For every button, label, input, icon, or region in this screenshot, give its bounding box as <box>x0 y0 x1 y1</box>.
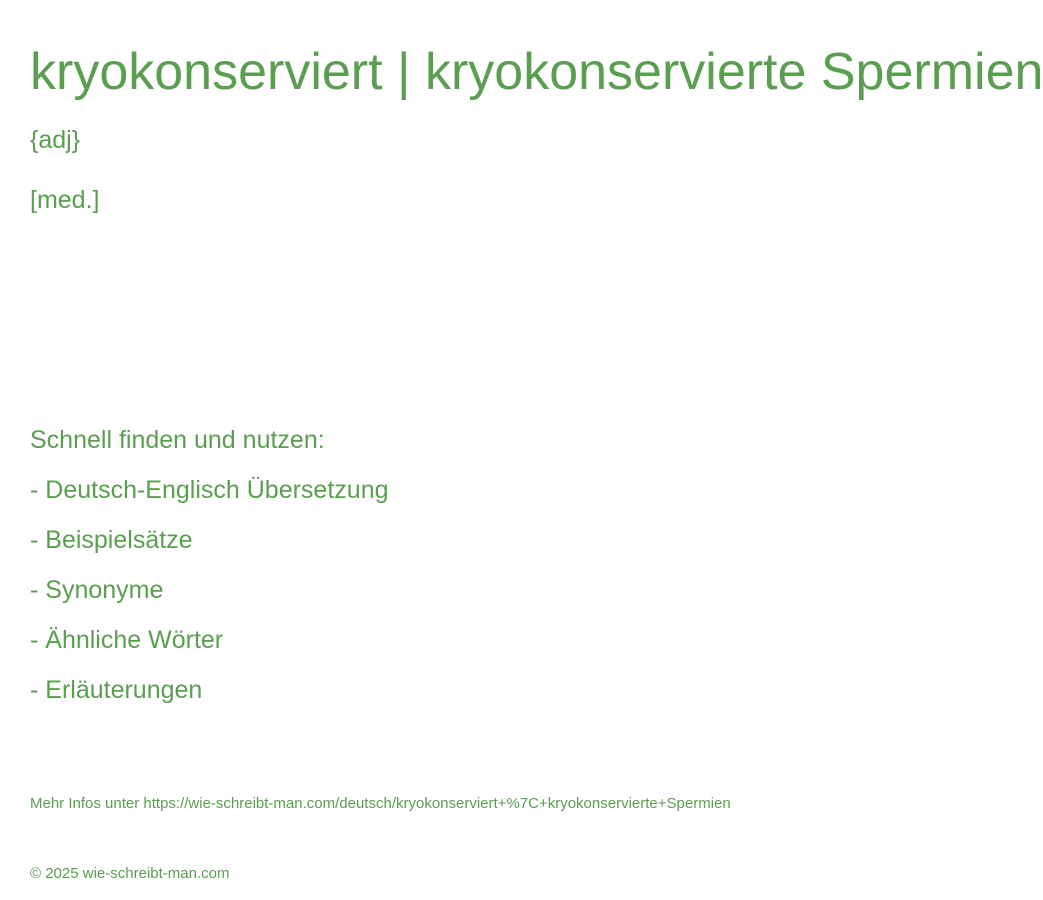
quick-link-example-sentences: - Beispielsätze <box>30 526 193 554</box>
quick-link-synonyms: - Synonyme <box>30 576 164 604</box>
quick-link-similar-words: - Ähnliche Wörter <box>30 626 224 654</box>
page-title: kryokonserviert | kryokonservierte Spermien <box>30 43 1043 101</box>
quick-links-section <box>30 425 389 725</box>
quick-links-heading: Schnell finden und nutzen: <box>30 426 325 454</box>
more-info-text: Mehr Infos unter https://wie-schreibt-man.com/deutsch/kryokonserviert+%7C+kryokonservierte+Spermien <box>30 795 731 812</box>
subject-field-label: [med.] <box>30 186 100 214</box>
quick-link-translation: - Deutsch-Englisch Übersetzung <box>30 476 389 504</box>
part-of-speech-label: {adj} <box>30 126 81 154</box>
quick-link-explanations: - Erläuterungen <box>30 676 203 704</box>
copyright-text: © 2025 wie-schreibt-man.com <box>30 865 230 882</box>
